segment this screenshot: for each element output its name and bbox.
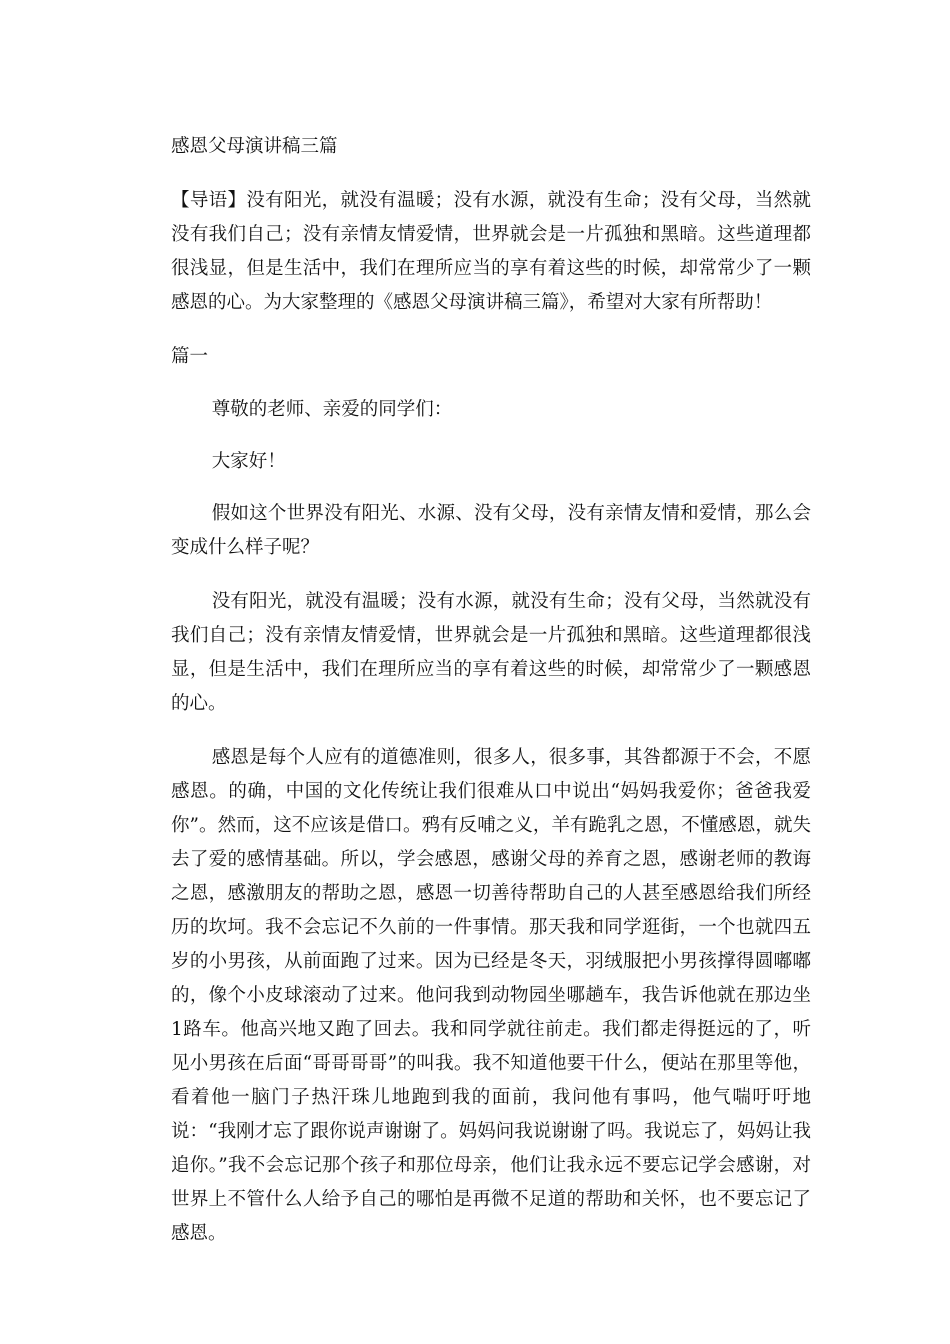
document-title: 感恩父母演讲稿三篇 — [171, 136, 338, 157]
body-paragraph: 感恩是每个人应有的道德准则，很多人，很多事，其咎都源于不会，不愿感恩。的确，中国的文化传统让我们很难从口中说出“妈妈我爱你；爸爸我爱你”。然而，这不应该是借口。鸦有反哺之义，羊有跪乳之恩，不懂感恩，就失去了爱的感情基础。所以，学会感恩，感谢父母的养育之恩，感谢老师的教诲之恩，感激朋友的帮助之恩，感恩一切善待帮助自己的人甚至感恩给我们所经历的坎坷。我不会忘记不久前的一件事情。那天我和同学逛街，一个也就四五岁的小男孩，从前面跑了过来。因为已经是冬天，羽绒服把小男孩撑得圆嘟嘟的，像个小皮球滚动了过来。他问我到动物园坐哪趟车，我告诉他就在那边坐1路车。他高兴地又跑了回去。我和同学就往前走。我们都走得挺远的了，听见小男孩在后面“哥哥哥哥”的叫我。我不知道他要干什么，便站在那里等他，看着他一脑门子热汗珠儿地跑到我的面前，我问他有事吗，他气喘吁吁地说：“我刚才忘了跟你说声谢谢了。妈妈问我说谢谢了吗。我说忘了，妈妈让我追你。”我不会忘记那个孩子和那位母亲，他们让我永远不要忘记学会感谢，对世界上不管什么人给予自己的哪怕是再微不足道的帮助和关怀，也不要忘记了感恩。 — [171, 747, 811, 1244]
section-title: 篇一 — [171, 346, 209, 367]
body-paragraph: 假如这个世界没有阳光、水源、没有父母，没有亲情友情和爱情，那么会变成什么样子呢？ — [171, 503, 811, 558]
document-body — [171, 130, 811, 1271]
body-paragraph: 没有阳光，就没有温暖；没有水源，就没有生命；没有父母，当然就没有我们自己；没有亲情友情爱情，世界就会是一片孤独和黑暗。这些道理都很浅显，但是生活中，我们在理所应当的享有着这些的时候，却常常少了一颗感恩的心。 — [171, 591, 811, 714]
greeting: 大家好！ — [211, 451, 286, 472]
salutation: 尊敬的老师、亲爱的同学们： — [211, 399, 453, 420]
lead-paragraph: 【导语】没有阳光，就没有温暖；没有水源，就没有生命；没有父母，当然就没有我们自己；没有亲情友情爱情，世界就会是一片孤独和黑暗。这些道理都很浅显，但是生活中，我们在理所应当的享有着这些的时候，却常常少了一颗感恩的心。为大家整理的《感恩父母演讲稿三篇》，希望对大家有所帮助！ — [171, 190, 811, 313]
